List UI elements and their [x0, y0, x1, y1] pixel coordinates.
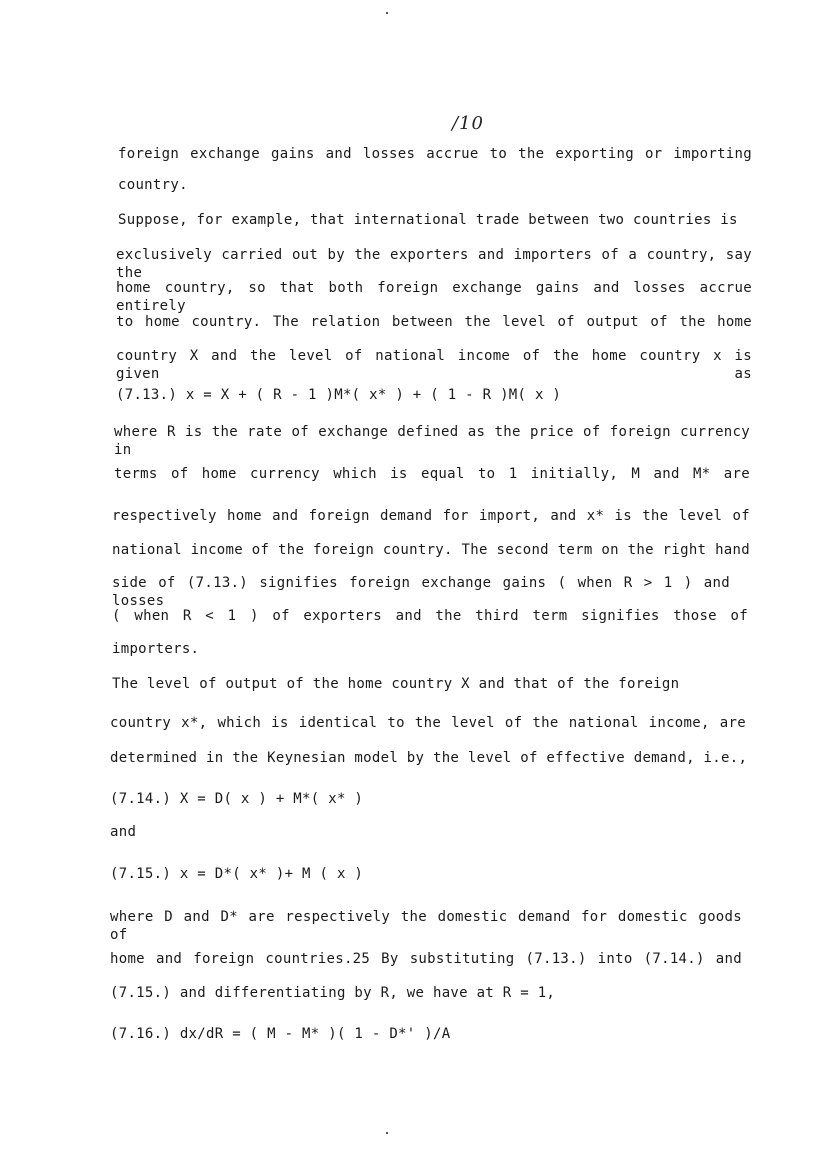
text-line-6: to home country. The relation between the level of output of the home	[116, 314, 752, 330]
text-line-23: home and foreign countries.25 By substituting (7.13.) into (7.14.) and	[110, 951, 742, 967]
text-line-2: country.	[118, 177, 188, 193]
text-line-14: ( when R < 1 ) of exporters and the third term signifies those of	[112, 608, 748, 624]
text-line-17: country x*, which is identical to the level of the national income, are	[110, 715, 746, 731]
text-line-16: The level of output of the home country X and that of the foreign	[112, 676, 680, 692]
scan-mark-bottom	[386, 1132, 388, 1134]
text-line-10: terms of home currency which is equal to 1 initially, M and M* are	[114, 466, 750, 482]
text-line-and: and	[110, 824, 137, 840]
text-line-12: national income of the foreign country. The second term on the right hand	[112, 542, 750, 558]
equation-7-13: (7.13.) x = X + ( R - 1 )M*( x* ) + ( 1 - R )M( x )	[116, 387, 562, 403]
text-line-13: side of (7.13.) signifies foreign exchange gains ( when R > 1 ) and losses	[112, 575, 730, 609]
text-line-24: (7.15.) and differentiating by R, we have at R = 1,	[110, 985, 556, 1001]
text-line-3: Suppose, for example, that international trade between two countries is	[118, 212, 738, 228]
text-line-1: foreign exchange gains and losses accrue to the exporting or importing	[118, 146, 752, 162]
text-line-9: where R is the rate of exchange defined as the price of foreign currency in	[114, 424, 750, 458]
scan-mark-top	[386, 12, 388, 14]
equation-7-15: (7.15.) x = D*( x* )+ M ( x )	[110, 866, 364, 882]
text-line-15: importers.	[112, 641, 200, 657]
page-number: /10	[452, 113, 484, 134]
text-line-5: home country, so that both foreign exchange gains and losses accrue entirely	[116, 280, 752, 314]
equation-7-16: (7.16.) dx/dR = ( M - M* )( 1 - D*' )/A	[110, 1026, 451, 1042]
text-line-22: where D and D* are respectively the domestic demand for domestic goods of	[110, 909, 742, 943]
text-line-11: respectively home and foreign demand for import, and x* is the level of	[112, 508, 750, 524]
text-line-18: determined in the Keynesian model by the level of effective demand, i.e.,	[110, 750, 748, 766]
equation-7-14: (7.14.) X = D( x ) + M*( x* )	[110, 791, 364, 807]
text-line-7: country X and the level of national income of the home country x is given as	[116, 348, 752, 382]
text-line-4: exclusively carried out by the exporters and importers of a country, say the	[116, 247, 752, 281]
